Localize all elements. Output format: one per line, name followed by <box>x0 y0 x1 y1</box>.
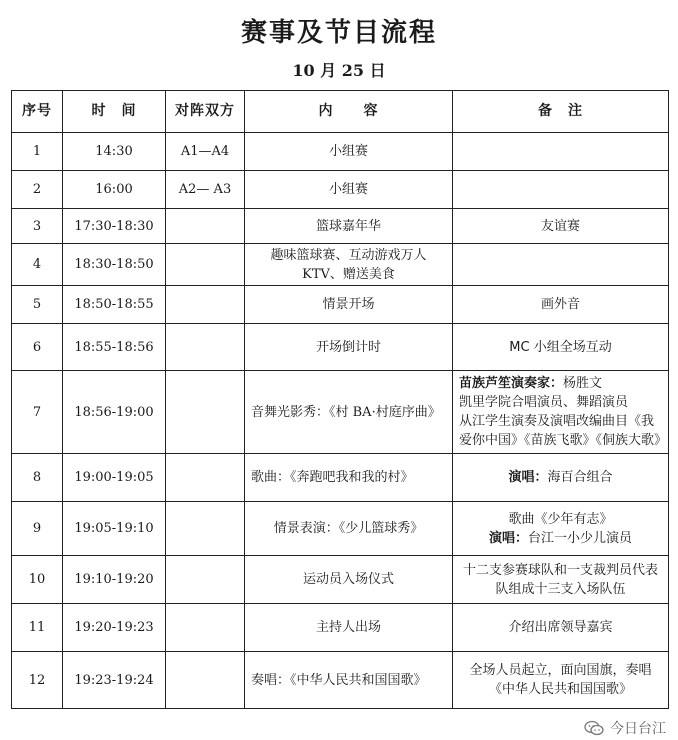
row-notes <box>453 371 669 454</box>
table-row <box>12 209 669 244</box>
row-content: 小组赛 <box>245 171 453 209</box>
row-seq: 12 <box>12 652 63 709</box>
row-time: 18:50-18:55 <box>63 286 166 324</box>
row-notes: MC 小组全场互动 <box>453 324 669 371</box>
row-content: 篮球嘉年华 <box>245 209 453 244</box>
row-time: 19:20-19:23 <box>63 604 166 652</box>
header-time: 时 间 <box>63 91 166 133</box>
row-notes <box>453 244 669 286</box>
notes-line: 从江学生演奏及演唱改编曲目《我爱你中国》《苗族飞歌》《侗族大歌》 <box>459 414 668 448</box>
row-teams <box>166 556 245 604</box>
row-content: 趣味篮球赛、互动游戏万人 KTV、赠送美食 <box>245 244 453 286</box>
table-row <box>12 502 669 556</box>
table-row <box>12 324 669 371</box>
row-content: 情景开场 <box>245 286 453 324</box>
row-time: 18:56-19:00 <box>63 371 166 454</box>
row-notes: 十二支参赛球队和一支裁判员代表队组成十三支入场队伍 <box>453 556 669 604</box>
row-time: 17:30-18:30 <box>63 209 166 244</box>
watermark <box>584 718 666 738</box>
row-content: 开场倒计时 <box>245 324 453 371</box>
row-content: 音舞光影秀：《村 BA·村庭序曲》 <box>245 371 453 454</box>
notes-line <box>459 529 662 548</box>
row-time: 16:00 <box>63 171 166 209</box>
row-teams <box>166 371 245 454</box>
row-seq: 8 <box>12 454 63 502</box>
row-time: 19:23-19:24 <box>63 652 166 709</box>
row-teams <box>166 244 245 286</box>
watermark-text: 今日台江 <box>610 721 666 737</box>
row-time: 19:05-19:10 <box>63 502 166 556</box>
row-teams <box>166 604 245 652</box>
notes-value: 杨胜文 <box>563 376 603 391</box>
notes-label: 苗族芦笙演奏家： <box>459 376 564 391</box>
row-notes <box>453 133 669 171</box>
notes-value: 海百合组合 <box>547 470 613 485</box>
row-content: 歌曲：《奔跑吧我和我的村》 <box>245 454 453 502</box>
date-subtitle: 10 月 25 日 <box>292 61 386 80</box>
row-notes: 友谊赛 <box>453 209 669 244</box>
row-seq: 10 <box>12 556 63 604</box>
row-seq: 5 <box>12 286 63 324</box>
notes-label: 演唱： <box>488 530 528 546</box>
row-time: 14:30 <box>63 133 166 171</box>
header-notes: 备 注 <box>453 91 669 133</box>
row-seq: 6 <box>12 324 63 371</box>
table-row <box>12 454 669 502</box>
header-content: 内 容 <box>245 91 453 133</box>
table-row <box>12 604 669 652</box>
page-title: 赛事及节目流程 <box>240 18 437 48</box>
row-seq: 2 <box>12 171 63 209</box>
row-time: 19:10-19:20 <box>63 556 166 604</box>
schedule-table <box>11 90 669 709</box>
row-seq: 4 <box>12 244 63 286</box>
row-content: 情景表演：《少儿篮球秀》 <box>245 502 453 556</box>
notes-line: 凯里学院合唱演员、舞蹈演员 <box>459 395 629 410</box>
row-seq: 1 <box>12 133 63 171</box>
row-notes <box>453 454 669 502</box>
table-row <box>12 556 669 604</box>
header-seq: 序号 <box>12 91 63 133</box>
row-teams <box>166 209 245 244</box>
row-teams <box>166 502 245 556</box>
row-seq: 11 <box>12 604 63 652</box>
row-content: 小组赛 <box>245 133 453 171</box>
row-content: 主持人出场 <box>245 604 453 652</box>
table-row <box>12 133 669 171</box>
wechat-icon <box>584 720 604 736</box>
row-notes <box>453 171 669 209</box>
row-seq: 7 <box>12 371 63 454</box>
row-teams <box>166 652 245 709</box>
row-time: 18:55-18:56 <box>63 324 166 371</box>
row-teams <box>166 454 245 502</box>
notes-value: 台江一小少儿演员 <box>528 530 633 546</box>
header-teams: 对阵双方 <box>166 91 245 133</box>
row-notes: 画外音 <box>453 286 669 324</box>
row-notes: 全场人员起立，面向国旗，奏唱《中华人民共和国国歌》 <box>453 652 669 709</box>
row-notes <box>453 502 669 556</box>
table-row <box>12 371 669 454</box>
row-seq: 9 <box>12 502 63 556</box>
row-teams: A2— A3 <box>166 171 245 209</box>
row-teams <box>166 286 245 324</box>
notes-label: 演唱： <box>508 470 548 485</box>
row-time: 18:30-18:50 <box>63 244 166 286</box>
row-notes: 介绍出席领导嘉宾 <box>453 604 669 652</box>
row-time: 19:00-19:05 <box>63 454 166 502</box>
row-teams <box>166 324 245 371</box>
table-row <box>12 244 669 286</box>
table-row <box>12 652 669 709</box>
row-teams: A1—A4 <box>166 133 245 171</box>
table-row <box>12 171 669 209</box>
row-content: 奏唱：《中华人民共和国国歌》 <box>245 652 453 709</box>
notes-line <box>459 374 662 393</box>
table-row <box>12 286 669 324</box>
notes-line: 歌曲《少年有志》 <box>508 511 613 527</box>
table-header-row <box>12 91 669 133</box>
row-seq: 3 <box>12 209 63 244</box>
row-content: 运动员入场仪式 <box>245 556 453 604</box>
